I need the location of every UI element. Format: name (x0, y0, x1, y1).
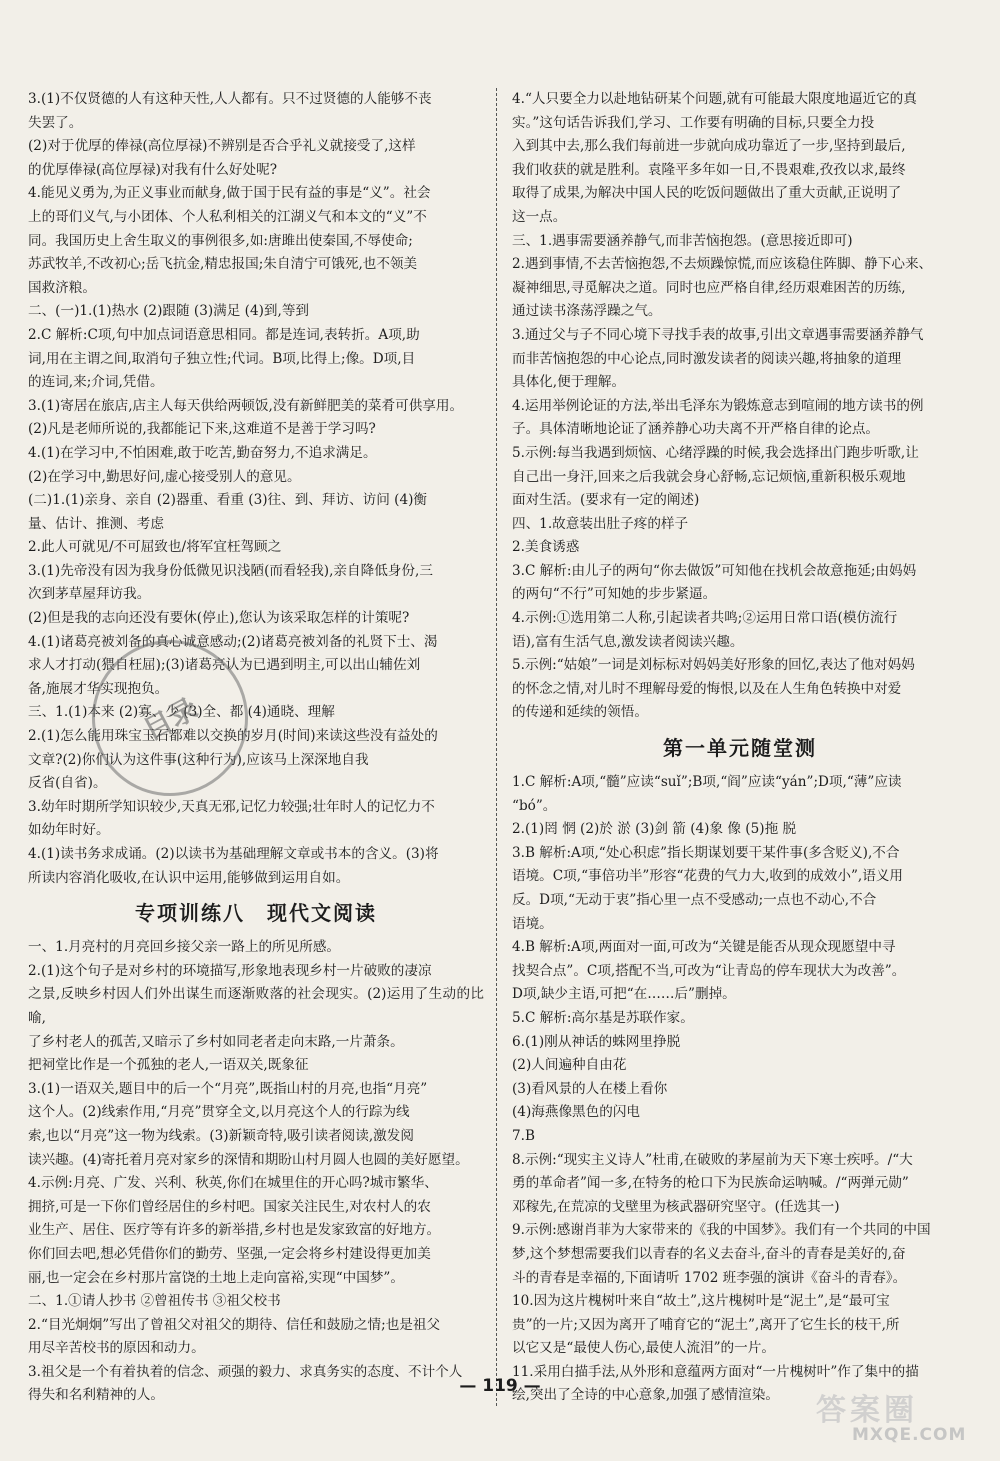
answer-line: 拥挤,可是一下你们曾经居住的乡村吧。国家关注民生,对农村人的农 (28, 1198, 431, 1215)
left-answers-modern (28, 936, 484, 1408)
right-answers-reading (512, 88, 968, 725)
answer-line: 2.(1)这个句子是对乡村的环境描写,形象地表现乡村一片破败的凄凉 (28, 962, 432, 979)
answer-line: 10.因为这片槐树叶来自“故土”,这片槐树叶是“泥土”,是“最可宝 (512, 1293, 890, 1310)
answer-line: 5.示例:每当我遇到烦恼、心绪浮躁的时候,我会选择出门跑步听歌,让 (512, 444, 919, 461)
answer-line: 梦,这个梦想需要我们以青春的名义去奋斗,奋斗的青春是美好的,奋 (512, 1245, 906, 1262)
answer-line: D项,缺少主语,可把“在……后”删掉。 (512, 986, 736, 1003)
answer-line: 贵”的一片;又因为离开了哺育它的“泥土”,离开了它生长的枝干,所 (512, 1316, 900, 1333)
answer-line: (2)人间遍种自由花 (512, 1057, 627, 1074)
answer-line: 三、1.遇事需要涵养静气,而非苦恼抱怨。(意思接近即可) (512, 232, 853, 249)
answer-line: 取得了成果,为解决中国人民的吃饭问题做出了重大贡献,正说明了 (512, 185, 902, 202)
answer-line: 之景,反映乡村因人们外出谋生而逐渐败落的社会现实。(2)运用了生动的比喻, (28, 986, 484, 1026)
answer-line: 9.示例:感谢肖菲为大家带来的《我的中国梦》。我们有一个共同的中国 (512, 1222, 931, 1239)
answer-line: 邓稼先,在荒凉的戈壁里为核武器研究坚守。(任选其一) (512, 1198, 840, 1215)
answer-line: 求人才打动(猥自枉屈);(3)诸葛亮认为已遇到明主,可以出山辅佐刘 (28, 657, 421, 674)
answer-line: 2.C 解析:C项,句中加点词语意思相同。都是连词,表转折。A项,助 (28, 326, 420, 343)
answer-line: 3.幼年时期所学知识较少,天真无邪,记忆力较强;壮年时人的记忆力不 (28, 798, 435, 815)
answer-line: 6.(1)刚从神话的蛛网里挣脱 (512, 1033, 681, 1050)
answer-line: 子。具体清晰地论证了涵养静心功夫离不开严格自律的论点。 (512, 421, 880, 438)
answer-line: 11.采用白描手法,从外形和意蕴两方面对“一片槐树叶”作了集中的描 (512, 1363, 919, 1380)
answer-line: 4.(1)诸葛亮被刘备的真心诚意感动;(2)诸葛亮被刘备的礼贤下士、渴 (28, 633, 438, 650)
answer-line: 实。”这句话告诉我们,学习、工作要有明确的目标,只要全力投 (512, 114, 875, 131)
answer-line: 具体化,便于理解。 (512, 374, 626, 391)
answer-line: 入到其中去,那么我们每前进一步就向成功靠近了一步,坚持到最后, (512, 138, 906, 155)
answer-line: 2.美食诱惑 (512, 539, 580, 556)
answer-line: 上的哥们义气,与小团体、个人私利相关的江湖义气和本文的“义”不 (28, 208, 427, 225)
answer-line: 3.(1)一语双关,题目中的后一个“月亮”,既指山村的月亮,也指“月亮” (28, 1080, 428, 1097)
answer-line: 而非苦恼抱怨的中心论点,同时激发读者的阅读兴趣,将抽象的道理 (512, 350, 902, 367)
answer-line: 5.C 解析:高尔基是苏联作家。 (512, 1009, 694, 1026)
answer-line: 读兴趣。(4)寄托着月亮对家乡的深情和期盼山村月圆人也圆的美好愿望。 (28, 1151, 469, 1168)
answer-line: 语),富有生活气息,激发读者阅读兴趣。 (512, 633, 744, 650)
answer-line: 4.运用举例论证的方法,举出毛泽东为锻炼意志到喧闹的地方读书的例 (512, 397, 924, 414)
answer-line: 找契合点”。C项,搭配不当,可改为“让青岛的停车现状大为改善”。 (512, 962, 906, 979)
answer-line: 2.(1)罔 惘 (2)於 淤 (3)剑 箭 (4)象 像 (5)拖 脱 (512, 821, 797, 838)
right-column (512, 88, 968, 1408)
answer-line: 4.B 解析:A项,两面对一面,可改为“关键是能否从现众现愿望中寻 (512, 939, 896, 956)
watermark-logo-text: 答案圈 (816, 1393, 918, 1428)
answer-line: 的两句“不行”可知她的步步紧逼。 (512, 586, 717, 603)
answer-line: 我们收获的就是胜利。袁隆平多年如一日,不畏艰难,孜孜以求,最终 (512, 161, 906, 178)
answer-line: 2.“目光炯炯”写出了曾祖父对祖父的期待、信任和鼓励之情;也是祖父 (28, 1316, 441, 1333)
answer-line: 8.示例:“现实主义诗人”杜甫,在破败的茅屋前为天下寒士疾呼。/“大 (512, 1151, 913, 1168)
answer-line: (二)1.(1)亲身、亲自 (2)器重、看重 (3)往、到、拜访、访问 (4)衡 (28, 492, 428, 509)
answer-line: 2.(1)怎么能用珠宝玉石都难以交换的岁月(时间)来读这些没有益处的 (28, 728, 438, 745)
answer-line: 文章?(2)你们认为这件事(这种行为),应该马上深深地自我 (28, 751, 369, 768)
answer-line: 如幼年时好。 (28, 822, 110, 839)
answer-line: 3.B 解析:A项,“处心积虑”指长期谋划要干某件事(多含贬义),不合 (512, 844, 900, 861)
answer-line: 4.示例:①选用第二人称,引起读者共鸣;②运用日常口语(模仿流行 (512, 610, 898, 627)
answer-line: 的怀念之情,对儿时不理解母爱的悔恨,以及在人生角色转换中对爱 (512, 680, 902, 697)
answer-line: 把祠堂比作是一个孤独的老人,一语双关,既象征 (28, 1057, 309, 1074)
answer-line: 量、估计、推测、考虑 (28, 515, 164, 532)
answer-line: 7.B (512, 1127, 535, 1144)
answer-line: 了乡村老人的孤苦,又暗示了乡村如同老者走向末路,一片萧条。 (28, 1033, 404, 1050)
answer-line: 以它又是“最使人伤心,最使人流泪”的一片。 (512, 1340, 775, 1357)
answer-line: 3.(1)不仅贤德的人有这种天性,人人都有。只不过贤德的人能够不丧 (28, 91, 432, 107)
answer-line: (2)凡是老师所说的,我都能记下来,这难道不是善于学习吗? (28, 421, 376, 438)
section-title-modern-reading: 专项训练八 现代文阅读 (135, 901, 377, 926)
answer-line: 通过读书涤荡浮躁之气。 (512, 303, 662, 320)
answer-line: 次到茅草屋拜访我。 (28, 586, 151, 603)
answer-line: 4.能见义勇为,为正义事业而献身,做于国于民有益的事是“义”。社会 (28, 185, 431, 202)
answer-line: 这一点。 (512, 208, 567, 225)
answer-line: 的优厚俸禄(高位厚禄)对我有什么好处呢? (28, 161, 277, 178)
answer-line: 2.遇到事情,不去苦恼抱怨,不去烦躁惊慌,而应该稳住阵脚、静下心来、 (512, 256, 933, 273)
answer-line: (2)但是我的志向还没有要休(停止),您认为该采取怎样的计策呢? (28, 610, 410, 627)
section-title-unit-test: 第一单元随堂测 (663, 736, 817, 761)
answer-line: 4.“人只要全力以赴地钻研某个问题,就有可能最大限度地逼近它的真 (512, 91, 917, 107)
answer-line: (2)在学习中,勤思好问,虚心接受别人的意见。 (28, 468, 301, 485)
answer-line: 绘,突出了全诗的中心意象,加强了感情渲染。 (512, 1387, 779, 1404)
answer-line: 语境。C项,“事倍功半”形容“花费的气力大,收到的成效小”,语义用 (512, 868, 904, 885)
left-answers-classical (28, 88, 484, 890)
answer-line: 3.C 解析:由儿子的两句“你去做饭”可知他在找机会故意拖延;由妈妈 (512, 562, 917, 579)
answer-line: 3.通过父与子不同心境下寻找手表的故事,引出文章遇事需要涵养静气 (512, 326, 924, 343)
answer-line: 勇的革命者”闻一多,在特务的枪口下为民族命运呐喊。/“两弹元勋” (512, 1175, 909, 1192)
answer-line: “bó”。 (512, 797, 557, 814)
answer-line: 4.(1)在学习中,不怕困难,敢于吃苦,勤奋努力,不追求满足。 (28, 444, 377, 461)
left-column (28, 88, 484, 1408)
answer-line: 反。D项,“无动于衷”指心里一点不受感动;一点也不动心,不合 (512, 892, 877, 908)
answer-line: 同。我国历史上舍生取义的事例很多,如:唐雎出使秦国,不辱使命; (28, 232, 413, 249)
answer-line: 词,用在主谓之间,取消句子独立性;代词。B项,比得上;像。D项,目 (28, 350, 416, 367)
answer-line: 备,施展才华实现抱负。 (28, 680, 169, 697)
answer-line: 面对生活。(要求有一定的阐述) (512, 492, 700, 509)
watermark-url: MXQE.COM (852, 1425, 967, 1445)
answer-line: 4.(1)读书务求成诵。(2)以读书为基础理解文章或书本的含义。(3)将 (28, 846, 439, 862)
answer-line: 所读内容消化吸收,在认识中运用,能够做到运用自如。 (28, 869, 350, 886)
answer-line: 的连词,来;介词,凭借。 (28, 374, 164, 391)
page (28, 88, 972, 1428)
answer-line: 业生产、居住、医疗等有许多的新举措,乡村也是发家致富的好地方。 (28, 1222, 441, 1239)
answer-line: 用尽辛苦校书的原因和动力。 (28, 1340, 205, 1357)
answer-line: (2)对于优厚的俸禄(高位厚禄)不辨别是否合乎礼义就接受了,这样 (28, 138, 416, 155)
answer-line: 反省(自省)。 (28, 775, 107, 792)
answer-line: 你们回去吧,想必凭借你们的勤劳、坚强,一定会将乡村建设得更加美 (28, 1245, 431, 1262)
answer-line: 丽,也一定会在乡村那片富饶的土地上走向富裕,实现“中国梦”。 (28, 1269, 404, 1286)
answer-line: 得失和名利精神的人。 (28, 1387, 164, 1404)
answer-line: 索,也以“月亮”这一物为线索。(3)新颖奇特,吸引读者阅读,激发阅 (28, 1127, 414, 1144)
answer-line: 1.C 解析:A项,“髓”应读“suǐ”;B项,“阎”应读“yán”;D项,“薄”应读 (512, 774, 902, 791)
answer-line: (3)看风景的人在楼上看你 (512, 1080, 668, 1097)
answer-line: 这个人。(2)线索作用,“月亮”贯穿全文,以月亮这个人的行踪为线 (28, 1104, 410, 1121)
page-number: — 119 — (459, 1376, 541, 1396)
answer-line: 5.示例:“姑娘”一词是刘标标对妈妈美好形象的回忆,表达了他对妈妈 (512, 657, 915, 674)
answer-line: 四、1.故意装出肚子疼的样子 (512, 515, 689, 532)
column-divider (496, 88, 497, 1406)
answer-line: 3.(1)寄居在旅店,店主人每天供给两顿饭,没有新鲜肥美的菜肴可供享用。 (28, 397, 464, 414)
answer-line: 语境。 (512, 915, 553, 932)
stamp-text: 目录 (138, 691, 204, 748)
answer-line: 一、1.月亮村的月亮回乡接父亲一路上的所见所感。 (28, 939, 341, 956)
answer-line: 斗的青春是幸福的,下面请听 1702 班李强的演讲《奋斗的青春》。 (512, 1269, 907, 1286)
answer-line: 3.(1)先帝没有因为我身份低微见识浅陋(而看轻我),亲自降低身份,三 (28, 562, 433, 579)
answer-line: 3.祖父是一个有着执着的信念、顽强的毅力、求真务实的态度、不计个人 (28, 1363, 463, 1380)
answer-line: 2.此人可就见/不可屈致也/将军宜枉驾顾之 (28, 539, 282, 556)
right-answers-unit-test (512, 771, 968, 1408)
answer-line: 自己出一身汗,回来之后我就会身心舒畅,忘记烦恼,重新积极乐观地 (512, 468, 906, 485)
answer-line: 凝神细思,寻觅解决之道。同时也应严格自律,经历艰难困苦的历练, (512, 279, 906, 296)
answer-line: 国救济粮。 (28, 279, 96, 296)
answer-line: 失罢了。 (28, 114, 83, 131)
answer-line: 的传递和延续的领悟。 (512, 704, 648, 721)
answer-line: (4)海燕像黑色的闪电 (512, 1104, 641, 1121)
answer-line: 二、(一)1.(1)热水 (2)跟随 (3)满足 (4)到,等到 (28, 303, 310, 320)
answer-line: 三、1.(1)本来 (2)寡、少 (3)全、都 (4)通晓、理解 (28, 704, 335, 721)
answer-line: 4.示例:月亮、广发、兴利、秋英,你们在城里住的开心吗?城市繁华、 (28, 1175, 438, 1192)
answer-line: 苏武牧羊,不改初心;岳飞抗金,精忠报国;朱自清宁可饿死,也不领美 (28, 256, 418, 273)
answer-line: 二、1.①请人抄书 ②曾祖传书 ③祖父校书 (28, 1293, 281, 1310)
